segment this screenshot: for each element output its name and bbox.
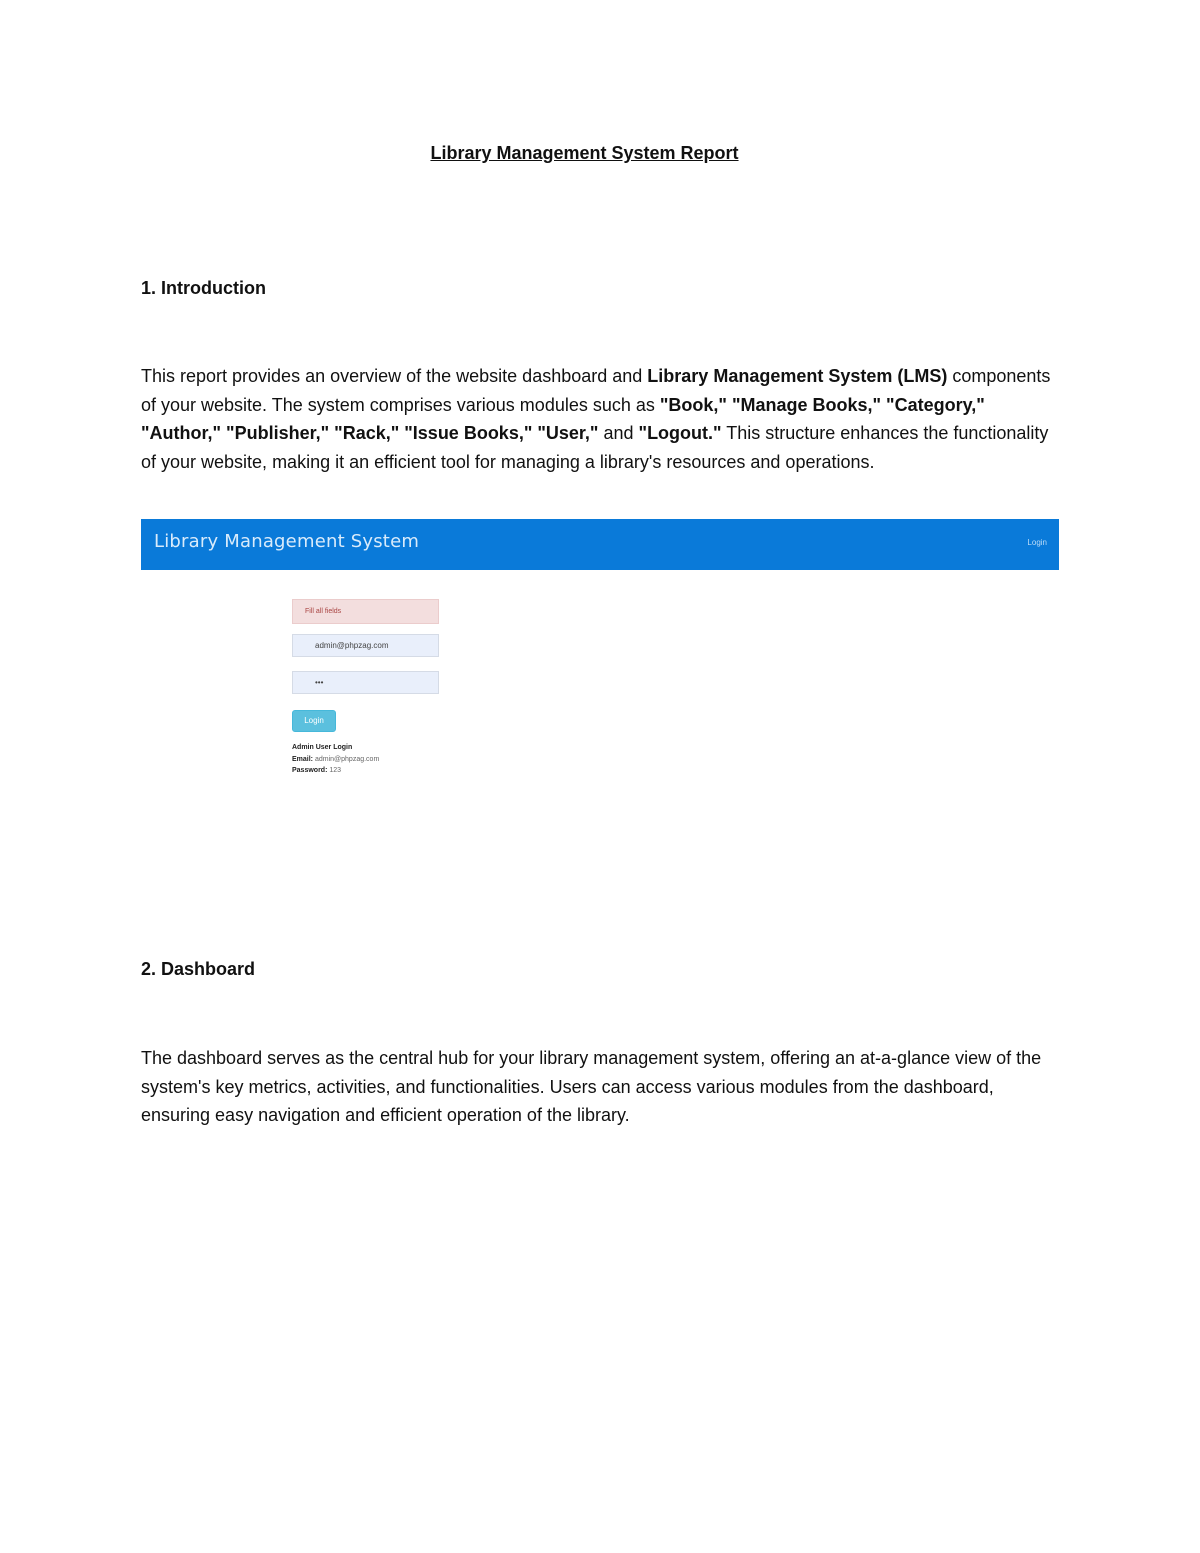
intro-bold-lms: Library Management System (LMS) (647, 366, 948, 386)
intro-text-2: components of your website. The system comprises various modules such as (141, 366, 1051, 415)
credentials-password-label: Password: (292, 767, 328, 774)
section-heading-dashboard: 2. Dashboard (141, 959, 256, 979)
section-heading-introduction: 1. Introduction (141, 278, 266, 298)
login-credentials-hint (292, 742, 379, 777)
intro-text-4: This structure enhances the functionality of your website, making it an efficient tool for managing a library's resources and operations. (141, 423, 1049, 472)
credentials-password-value: 123 (329, 767, 342, 774)
navbar-brand[interactable]: Library Management System (154, 531, 420, 552)
credentials-email-value: admin@phpzag.com (314, 755, 380, 763)
password-field[interactable]: ••• (292, 671, 439, 694)
report-title: Library Management System Report (430, 143, 739, 163)
intro-text-1: This report provides an overview of the website dashboard and (141, 366, 648, 386)
login-button[interactable]: Login (292, 710, 336, 732)
credentials-email-label: Email: (292, 755, 314, 763)
navbar (141, 519, 1059, 570)
intro-text-3: and (598, 423, 639, 444)
login-page-screenshot (141, 519, 1059, 781)
credentials-password-line (292, 765, 379, 777)
introduction-paragraph (141, 362, 1056, 476)
intro-bold-modules: "Book," "Manage Books," "Category," "Author," "Publisher," "Rack," "Issue Books," "User," (141, 394, 985, 444)
dashboard-paragraph: The dashboard serves as the central hub for your library management system, offering an at-a-glance view of the system's key metrics, activities, and functionalities. Users can access various modules from the dashboard, ensuring easy navigation and efficient operation of the library. (141, 1048, 1042, 1126)
credentials-email-line (292, 754, 379, 766)
intro-bold-logout: "Logout." (638, 423, 722, 444)
email-field[interactable]: admin@phpzag.com (292, 634, 439, 657)
credentials-heading: Admin User Login (292, 744, 353, 751)
error-alert: Fill all fields (292, 599, 439, 624)
navbar-login-link[interactable]: Login (1027, 538, 1047, 547)
